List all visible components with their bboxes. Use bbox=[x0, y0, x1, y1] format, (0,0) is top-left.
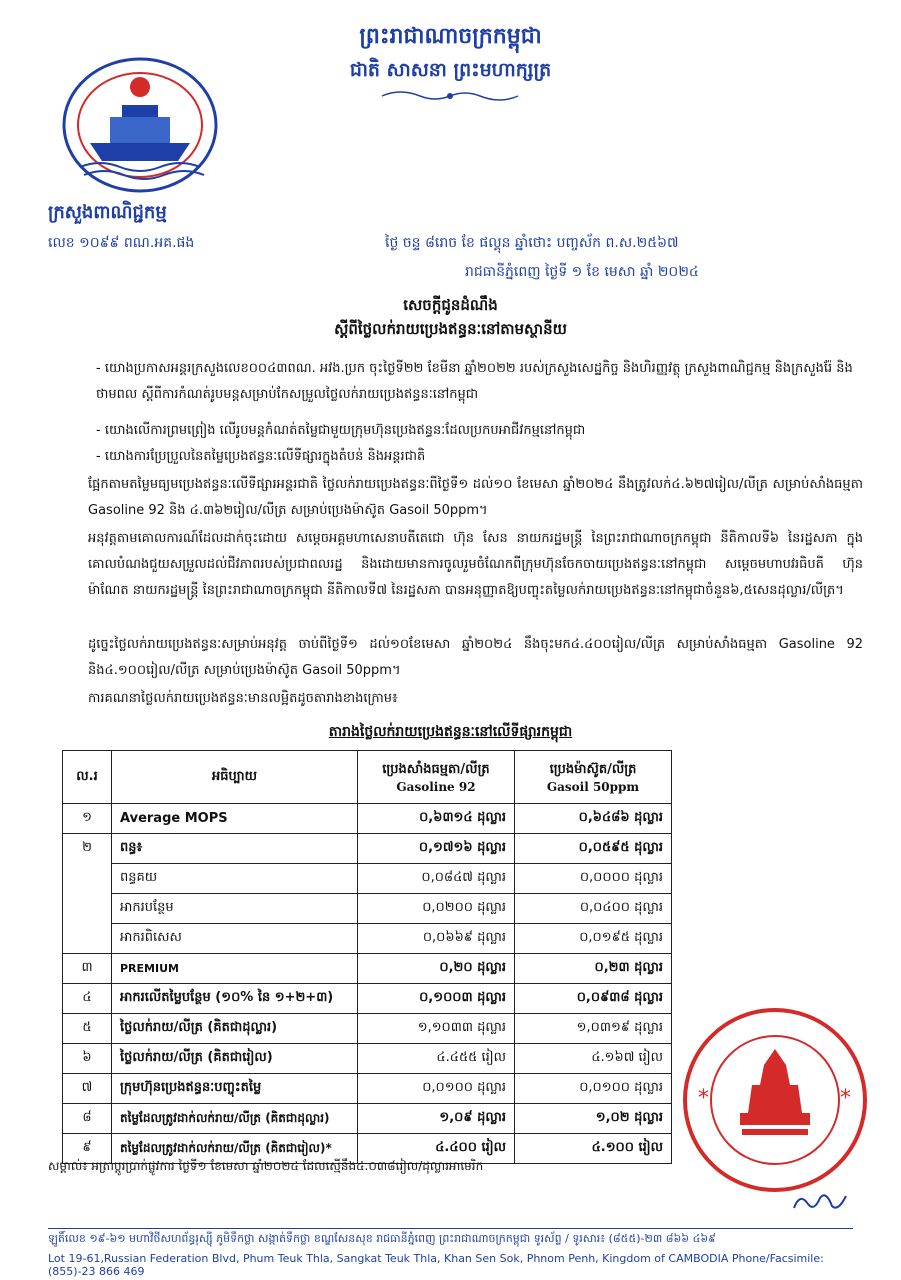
reference-bullet: - យោងប្រកាសអន្តរក្រសួងលេខ០០៤៣ពណ. អវង.ប្រក ចុះថ្ងៃទី២២ ខែមីនា ឆ្នាំ២០២២ របស់ក្រសួងសេដ្ឋកិច្ច និងហិរញ្ញវត្ថុ ក្រសួងពាណិជ្ជកម្ម និងក្រសួងរ៉ែ និងថាមពល ស្តីពីការកំណត់រូបមន្តសម្រាប់កែសម្រួលថ្លៃលក់រាយប្រេងឥន្ធនៈនៅកម្ពុជា bbox=[96, 361, 853, 402]
notice-subject: ស្តីពីថ្លៃលក់រាយប្រេងឥន្ធនៈនៅតាមស្ថានីយ bbox=[334, 320, 567, 338]
table-row: ១ Average MOPS ០,៦៣១៤ ដុល្លារ ០,៦៤៨៦ ដុល្លារ bbox=[63, 804, 672, 834]
national-motto: ជាតិ សាសនា ព្រះមហាក្សត្រ bbox=[349, 59, 552, 81]
table-row: ៣ PREMIUM ០,២០ ដុល្លារ ០,២៣ ដុល្លារ bbox=[63, 954, 672, 984]
ministry-name: ក្រសួងពាណិជ្ជកម្ម bbox=[48, 202, 167, 223]
signature bbox=[790, 1188, 850, 1214]
footer-address-kh: ឡូតិ៍លេខ ១៩-៦១ មហាវិថីសហព័ន្ធរុស្ស៊ី ភូមិទឹកថ្លា សង្កាត់ទឹកថ្លា ខណ្ឌសែនសុខ រាជធានីភ្នំពេញ ព្រះរាជាណាចក្រកម្ពុជា ទូរស័ព្ទ / ទូរសារ៖ (៨៥៥)-២៣ ៨៦៦ ៤៦៩ bbox=[48, 1232, 716, 1245]
table-row: អាករពិសេស ០,០៦៦៩ ដុល្លារ ០,០១៩៥ ដុល្លារ bbox=[63, 924, 672, 954]
header-no: ល.រ bbox=[63, 751, 112, 804]
fuel-price-table bbox=[62, 750, 672, 1164]
header-description: អធិប្បាយ bbox=[112, 751, 358, 804]
table-row: អាករបន្ថែម ០,០២០០ ដុល្លារ ០,០៤០០ ដុល្លារ bbox=[63, 894, 672, 924]
body-paragraph: ដូច្នេះថ្លៃលក់រាយប្រេងឥន្ធនៈសម្រាប់អនុវត្ត ចាប់ពីថ្ងៃទី១ ដល់១០ខែមេសា ឆ្នាំ២០២៤ នឹងចុះមក៤.៤០០រៀល/លីត្រ សម្រាប់សាំងធម្មតា Gasoline 92 និង៤.១០០រៀល/លីត្រ សម្រាប់ប្រេងម៉ាស៊ូត Gasoil 50ppm។ bbox=[88, 637, 863, 678]
ministry-logo bbox=[60, 55, 220, 195]
footer-divider bbox=[48, 1228, 853, 1229]
header-gasoil: ប្រេងម៉ាស៊ូត/លីត្រ Gasoil 50ppm bbox=[515, 751, 672, 804]
body-paragraph: ផ្អែកតាមតម្លៃមធ្យមប្រេងឥន្ធនៈលើទីផ្សារអន្តរជាតិ ថ្លៃលក់រាយប្រេងឥន្ធនៈពីថ្ងៃទី១ ដល់១០ ខែមេសា ឆ្នាំ២០២៤ នឹងត្រូវលក់៤.៦២៧រៀល/លីត្រ សម្រាប់សាំងធម្មតា Gasoline 92 និង ៤.៣៦២រៀល/លីត្រ សម្រាប់ប្រេងម៉ាស៊ូត Gasoil 50ppm។ bbox=[88, 477, 863, 518]
ornament-divider bbox=[380, 88, 520, 104]
header-gasoline: ប្រេងសាំងធម្មតា/លីត្រ Gasoline 92 bbox=[358, 751, 515, 804]
reference-bullet: - យោងលើការព្រមព្រៀង លើរូបមន្តកំណត់តម្លៃជាមួយក្រុមហ៊ុនប្រេងឥន្ធនៈដែលប្រកបអាជីវកម្មនៅកម្ពុជា bbox=[96, 423, 586, 438]
table-row: ៦ ថ្លៃលក់រាយ/លីត្រ (គិតជារៀល) ៤.៤៥៥ រៀល ៤.១៦៧ រៀល bbox=[63, 1044, 672, 1074]
table-row: ៨ តម្លៃដែលត្រូវដាក់លក់រាយ/លីត្រ (គិតជាដុល្លារ) ១,០៩ ដុល្លារ ១,០២ ដុល្លារ bbox=[63, 1104, 672, 1134]
table-row: ពន្ធគយ ០,០៨៤៧ ដុល្លារ ០,០០០០ ដុល្លារ bbox=[63, 864, 672, 894]
reference-number: លេខ ១០៩៩ ពណ.អគ.ផង bbox=[48, 235, 195, 251]
table-title: តារាងថ្លៃលក់រាយប្រេងឥន្ធនៈនៅលើទីផ្សារកម្ពុជា bbox=[328, 724, 573, 740]
table-row: ៤ អាករលើតម្លៃបន្ថែម (១០% នៃ ១+២+៣) ០,១០០៣ ដុល្លារ ០,០៩៣៨ ដុល្លារ bbox=[63, 984, 672, 1014]
table-row: ៧ ក្រុមហ៊ុនប្រេងឥន្ធនៈបញ្ចុះតម្លៃ ០,០១០០ ដុល្លារ ០,០១០០ ដុល្លារ bbox=[63, 1074, 672, 1104]
reference-bullet: - យោងការប្រែប្រួលនៃតម្លៃប្រេងឥន្ធនៈលើទីផ្សារក្នុងតំបន់ និងអន្តរជាតិ bbox=[96, 449, 426, 464]
table-row: ៩ តម្លៃដែលត្រូវដាក់លក់រាយ/លីត្រ (គិតជារៀល)* ៤.៤០០ រៀល ៤.១០០ រៀល bbox=[63, 1134, 672, 1164]
body-paragraph: ការគណនាថ្លៃលក់រាយប្រេងឥន្ធនៈមានលម្អិតដូចតារាងខាងក្រោម៖ bbox=[88, 691, 398, 706]
footer-address-en: Lot 19-61,Russian Federation Blvd, Phum Teuk Thla, Sangkat Teuk Thla, Khan Sen Sok, Phnom Penh, Kingdom of CAMBODIA Phone/Facsimile: (855)-23 866 469 bbox=[48, 1252, 824, 1278]
issue-date: រាជធានីភ្នំពេញ ថ្ងៃទី ១ ខែ មេសា ឆ្នាំ ២០២៤ bbox=[465, 264, 699, 280]
svg-text:*: * bbox=[698, 1086, 709, 1111]
table-row: ៥ ថ្លៃលក់រាយ/លីត្រ (គិតជាដុល្លារ) ១,១០៣៣ ដុល្លារ ១,០៣១៩ ដុល្លារ bbox=[63, 1014, 672, 1044]
table-header-row bbox=[63, 751, 672, 804]
svg-text:*: * bbox=[840, 1086, 851, 1111]
exchange-rate-note: សម្គាល់៖ អត្រាប្តូរប្រាក់ផ្លូវការ ថ្ងៃទី១ ខែមេសា ឆ្នាំ២០២៤ ដែលស្មើនឹង៤.០៣៨រៀល/ដុល្លារអាមេរិក bbox=[48, 1159, 484, 1173]
official-stamp bbox=[680, 1005, 870, 1195]
lunar-date: ថ្ងៃ ចន្ទ ៨រោច ខែ ផល្គុន ឆ្នាំថោះ បញ្ចស័ក ព.ស.២៥៦៧ bbox=[385, 235, 679, 251]
table-row: ២ ពន្ធ៖ ០,១៧១៦ ដុល្លារ ០,០៥៩៥ ដុល្លារ bbox=[63, 834, 672, 864]
notice-title: សេចក្តីជូនដំណឹង bbox=[403, 296, 498, 314]
kingdom-title: ព្រះរាជាណាចក្រកម្ពុជា bbox=[359, 24, 542, 49]
body-paragraph: អនុវត្តតាមគោលការណ៍ដែលដាក់ចុះដោយ សម្តេចអគ្គមហាសេនាបតីតេជោ ហ៊ុន សែន នាយករដ្ឋមន្ត្រី នៃព្រះរាជាណាចក្រកម្ពុជា នីតិកាលទី៦ នៃរដ្ឋសភា ក្នុងគោលបំណងជួយសម្រួលដល់ជីវភាពរបស់ប្រជាពលរដ្ឋ និងដោយមានការចូលរួមចំណែកពីក្រុមហ៊ុនចែកចាយប្រេងឥន្ធនៈនៅកម្ពុជា សម្តេចមហាបវរធិបតី ហ៊ុន ម៉ាណែត នាយករដ្ឋមន្ត្រី នៃព្រះរាជាណាចក្រកម្ពុជា នីតិកាលទី៧ នៃរដ្ឋសភា បានអនុញ្ញាតឱ្យបញ្ចុះតម្លៃលក់រាយប្រេងឥន្ធនៈនៅកម្ពុជាចំនួន៦,៥សេនដុល្លារ/លីត្រ។ bbox=[88, 531, 863, 598]
